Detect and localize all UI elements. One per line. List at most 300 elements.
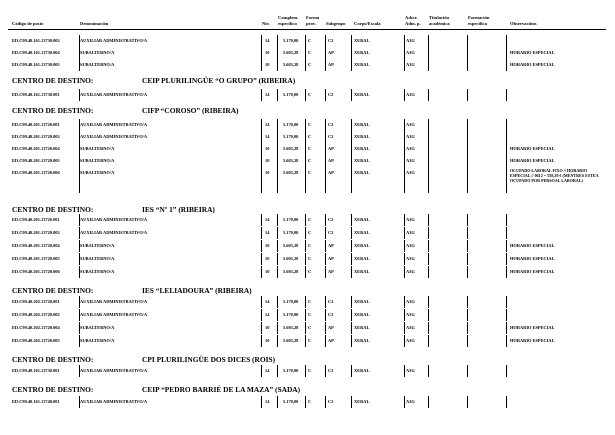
cell-corpo: XERAL — [354, 243, 370, 248]
cell-corpo: XERAL — [354, 122, 370, 127]
cell-comp: 5.603,28 — [283, 146, 299, 151]
centre-name: IES “Nº 1” (RIBEIRA) — [142, 205, 215, 214]
cell-niv: 14 — [265, 312, 270, 317]
column-divider — [428, 47, 429, 59]
column-divider — [277, 143, 278, 155]
column-divider — [277, 119, 278, 131]
column-divider — [325, 322, 326, 334]
cell-denom: SUBALTERNO/A — [80, 146, 115, 151]
cell-corpo: XERAL — [354, 217, 370, 222]
header-observacions: Observacións — [510, 21, 537, 26]
cell-niv: 10 — [265, 62, 270, 67]
cell-forma: C — [308, 62, 312, 67]
column-divider — [404, 227, 405, 239]
table-row — [0, 240, 615, 252]
cell-sub: C2 — [328, 92, 334, 97]
cell-code: ED.C99.40.161.13730.004 — [12, 50, 60, 55]
cell-denom: SUBALTERNO/A — [80, 50, 115, 55]
column-divider — [305, 155, 306, 167]
table-row — [0, 214, 615, 226]
column-divider — [404, 89, 405, 101]
cell-code: ED.C99.40.201.13720.006 — [12, 269, 60, 274]
cell-adscr: A3G — [406, 368, 415, 373]
cell-denom: AUXILIAR ADMINISTRATIVO/A — [80, 134, 148, 139]
cell-denom: SUBALTERNO/A — [80, 338, 115, 343]
cell-denom: AUXILIAR ADMINISTRATIVO/A — [80, 299, 148, 304]
cell-corpo: XERAL — [354, 62, 370, 67]
cell-niv: 14 — [265, 299, 270, 304]
column-divider — [404, 47, 405, 59]
cell-adscr: A3G — [406, 146, 415, 151]
header-titulacion: Titulación — [429, 15, 450, 20]
column-divider — [467, 155, 468, 167]
cell-obs: HORARIO ESPECIAL — [510, 62, 555, 67]
cell-niv: 14 — [265, 134, 270, 139]
cell-niv: 10 — [265, 269, 270, 274]
column-divider — [261, 396, 262, 408]
cell-comp: 5.170,00 — [283, 122, 299, 127]
cell-corpo: XERAL — [354, 170, 370, 175]
column-divider — [325, 309, 326, 321]
cell-comp: 5.170,00 — [283, 312, 299, 317]
header-academica: académica — [429, 21, 450, 26]
cell-obs: HORARIO ESPECIAL — [510, 146, 555, 151]
cell-sub: C2 — [328, 38, 334, 43]
column-divider — [305, 365, 306, 377]
cell-comp: 5.603,28 — [283, 158, 299, 163]
column-divider — [506, 227, 507, 239]
column-divider — [428, 155, 429, 167]
column-divider — [305, 131, 306, 143]
cell-comp: 5.170,00 — [283, 299, 299, 304]
column-divider — [261, 167, 262, 193]
column-divider — [261, 131, 262, 143]
column-divider — [351, 365, 352, 377]
column-divider — [467, 296, 468, 308]
column-divider — [277, 309, 278, 321]
table-row — [0, 322, 615, 334]
column-divider — [428, 322, 429, 334]
cell-adscr: A3G — [406, 38, 415, 43]
cell-adscr: A3G — [406, 62, 415, 67]
column-divider — [428, 89, 429, 101]
column-divider — [428, 240, 429, 252]
cell-code: ED.C99.40.201.13720.002 — [12, 134, 60, 139]
column-divider — [305, 35, 306, 47]
column-divider — [305, 309, 306, 321]
column-divider — [467, 309, 468, 321]
column-divider — [325, 167, 326, 193]
cell-corpo: XERAL — [354, 269, 370, 274]
cell-denom: AUXILIAR ADMINISTRATIVO/A — [80, 122, 148, 127]
cell-code: ED.C99.40.161.13730.001 — [12, 368, 60, 373]
column-divider — [467, 143, 468, 155]
column-divider — [351, 335, 352, 347]
cell-adscr: A3G — [406, 299, 415, 304]
cell-sub: C2 — [328, 368, 334, 373]
column-divider — [261, 35, 262, 47]
cell-corpo: XERAL — [354, 50, 370, 55]
cell-sub: AP — [328, 256, 334, 261]
column-divider — [351, 119, 352, 131]
header-especifico: específico — [278, 21, 297, 26]
cell-sub: AP — [328, 243, 334, 248]
column-divider — [351, 167, 352, 193]
cell-code: ED.C99.40.201.13720.005 — [12, 158, 60, 163]
cell-adscr: A3G — [406, 256, 415, 261]
column-divider — [261, 322, 262, 334]
column-divider — [506, 214, 507, 226]
table-row — [0, 227, 615, 239]
cell-comp: 5.170,00 — [283, 92, 299, 97]
cell-forma: C — [308, 217, 312, 222]
cell-comp: 5.603,28 — [283, 338, 299, 343]
column-divider — [428, 309, 429, 321]
cell-comp: 5.603,28 — [283, 62, 299, 67]
column-divider — [467, 89, 468, 101]
column-divider — [428, 396, 429, 408]
column-divider — [261, 89, 262, 101]
cell-niv: 14 — [265, 122, 270, 127]
cell-obs: OCUPADO LABORAL FIXO // HORARIO ESPECIAL // 0612 = 558,29 € (MENTRES ESTEA OCUPADO POR PERSOAL LABORAL) — [510, 168, 599, 183]
column-divider — [277, 35, 278, 47]
column-divider — [404, 155, 405, 167]
cell-denom: AUXILIAR ADMINISTRATIVO/A — [80, 217, 148, 222]
column-divider — [277, 47, 278, 59]
cell-forma: C — [308, 170, 312, 175]
cell-sub: AP — [328, 170, 334, 175]
cell-corpo: XERAL — [354, 299, 370, 304]
column-divider — [305, 59, 306, 71]
cell-code: ED.C99.40.201.13720.006 — [12, 170, 60, 175]
column-divider — [277, 155, 278, 167]
column-divider — [261, 309, 262, 321]
header-formacion: Formación — [468, 15, 490, 20]
cell-adscr: A3G — [406, 92, 415, 97]
cell-comp: 5.170,00 — [283, 399, 299, 404]
column-divider — [404, 119, 405, 131]
cell-adscr: A3G — [406, 217, 415, 222]
cell-forma: C — [308, 134, 312, 139]
cell-corpo: XERAL — [354, 368, 370, 373]
column-divider — [404, 396, 405, 408]
header-codigo: Código de posto — [12, 21, 44, 26]
column-divider — [305, 396, 306, 408]
column-divider — [467, 131, 468, 143]
cell-niv: 10 — [265, 325, 270, 330]
column-divider — [506, 253, 507, 265]
column-divider — [506, 155, 507, 167]
centre-label: CENTRO DE DESTINO: — [12, 106, 94, 115]
column-divider — [351, 253, 352, 265]
cell-sub: C2 — [328, 399, 334, 404]
column-divider — [305, 322, 306, 334]
column-divider — [467, 240, 468, 252]
header-prov: prov. — [306, 21, 316, 26]
column-divider — [506, 47, 507, 59]
header-rule — [8, 29, 606, 30]
column-divider — [325, 335, 326, 347]
cell-denom: SUBALTERNO/A — [80, 325, 115, 330]
column-divider — [351, 143, 352, 155]
table-row — [0, 309, 615, 321]
column-divider — [467, 47, 468, 59]
header-especifica: específica — [468, 21, 487, 26]
column-divider — [428, 143, 429, 155]
cell-forma: C — [308, 256, 312, 261]
cell-denom: AUXILIAR ADMINISTRATIVO/A — [80, 230, 148, 235]
column-divider — [428, 167, 429, 193]
column-divider — [506, 167, 507, 193]
column-divider — [277, 59, 278, 71]
cell-forma: C — [308, 312, 312, 317]
centre-name: CEIP PLURILINGÜE “O GRUPO” (RIBEIRA) — [142, 76, 296, 85]
cell-obs: HORARIO ESPECIAL — [510, 158, 555, 163]
centre-label: CENTRO DE DESTINO: — [12, 355, 94, 364]
column-divider — [428, 214, 429, 226]
column-divider — [277, 396, 278, 408]
cell-corpo: XERAL — [354, 230, 370, 235]
centre-label: CENTRO DE DESTINO: — [12, 76, 94, 85]
centre-name: CPI PLURILINGÜE DOS DICES (ROIS) — [142, 355, 276, 364]
cell-niv: 10 — [265, 158, 270, 163]
cell-comp: 5.603,28 — [283, 170, 299, 175]
column-divider — [404, 322, 405, 334]
column-divider — [404, 167, 405, 193]
column-divider — [325, 240, 326, 252]
column-divider — [277, 167, 278, 193]
cell-denom: SUBALTERNO/A — [80, 170, 115, 175]
column-divider — [506, 309, 507, 321]
header-forma: Forma — [306, 15, 320, 20]
cell-code: ED.C99.40.202.13720.001 — [12, 299, 60, 304]
cell-niv: 10 — [265, 50, 270, 55]
column-divider — [277, 296, 278, 308]
cell-niv: 14 — [265, 217, 270, 222]
cell-corpo: XERAL — [354, 325, 370, 330]
column-divider — [506, 322, 507, 334]
centre-label: CENTRO DE DESTINO: — [12, 205, 94, 214]
cell-forma: C — [308, 230, 312, 235]
cell-forma: C — [308, 368, 312, 373]
cell-comp: 5.170,00 — [283, 230, 299, 235]
cell-comp: 5.603,28 — [283, 256, 299, 261]
column-divider — [467, 335, 468, 347]
table-row — [0, 396, 615, 408]
column-divider — [261, 59, 262, 71]
cell-niv: 14 — [265, 38, 270, 43]
column-divider — [428, 59, 429, 71]
cell-forma: C — [308, 92, 312, 97]
column-divider — [404, 253, 405, 265]
header-denominacion: Denominación — [80, 21, 109, 26]
cell-code: ED.C99.40.161.13730.005 — [12, 62, 60, 67]
column-divider — [305, 240, 306, 252]
column-divider — [325, 155, 326, 167]
cell-denom: AUXILIAR ADMINISTRATIVO/A — [80, 38, 148, 43]
cell-denom: AUXILIAR ADMINISTRATIVO/A — [80, 312, 148, 317]
column-divider — [467, 167, 468, 193]
column-divider — [428, 335, 429, 347]
cell-sub: C2 — [328, 217, 334, 222]
cell-niv: 10 — [265, 256, 270, 261]
cell-sub: C2 — [328, 230, 334, 235]
cell-code: ED.C99.40.201.13720.005 — [12, 256, 60, 261]
column-divider — [305, 167, 306, 193]
column-divider — [277, 322, 278, 334]
column-divider — [428, 119, 429, 131]
cell-niv: 10 — [265, 170, 270, 175]
centre-heading — [0, 352, 615, 366]
header-nivel: Niv. — [262, 21, 270, 26]
column-divider — [404, 35, 405, 47]
column-divider — [467, 35, 468, 47]
column-divider — [305, 266, 306, 278]
column-divider — [277, 365, 278, 377]
column-divider — [351, 59, 352, 71]
column-divider — [325, 227, 326, 239]
cell-obs: HORARIO ESPECIAL — [510, 338, 555, 343]
cell-adscr: A3G — [406, 325, 415, 330]
column-divider — [261, 240, 262, 252]
column-divider — [351, 47, 352, 59]
column-divider — [467, 365, 468, 377]
cell-comp: 5.170,00 — [283, 368, 299, 373]
cell-code: ED.C99.40.202.13720.004 — [12, 325, 60, 330]
cell-corpo: XERAL — [354, 338, 370, 343]
column-divider — [261, 253, 262, 265]
cell-sub: C2 — [328, 134, 334, 139]
table-row — [0, 59, 615, 71]
column-divider — [404, 335, 405, 347]
column-divider — [351, 266, 352, 278]
column-divider — [404, 131, 405, 143]
column-divider — [404, 240, 405, 252]
cell-sub: C2 — [328, 299, 334, 304]
cell-denom: AUXILIAR ADMINISTRATIVO/A — [80, 368, 148, 373]
column-divider — [404, 365, 405, 377]
column-divider — [261, 296, 262, 308]
cell-code: ED.C99.40.201.13720.004 — [12, 243, 60, 248]
centre-heading — [0, 382, 615, 396]
centre-heading — [0, 73, 615, 87]
cell-obs: HORARIO ESPECIAL — [510, 269, 555, 274]
column-divider — [261, 365, 262, 377]
cell-comp: 5.603,28 — [283, 325, 299, 330]
cell-adscr: A3G — [406, 230, 415, 235]
column-divider — [351, 214, 352, 226]
column-divider — [404, 143, 405, 155]
column-divider — [404, 59, 405, 71]
cell-forma: C — [308, 158, 312, 163]
cell-obs: HORARIO ESPECIAL — [510, 256, 555, 261]
column-divider — [261, 335, 262, 347]
column-divider — [404, 266, 405, 278]
header-adscr: Adscr. — [405, 15, 418, 20]
cell-comp: 5.603,28 — [283, 269, 299, 274]
column-divider — [261, 266, 262, 278]
cell-comp: 5.603,28 — [283, 50, 299, 55]
column-divider — [351, 155, 352, 167]
cell-adscr: A3G — [406, 158, 415, 163]
column-divider — [325, 266, 326, 278]
cell-sub: AP — [328, 269, 334, 274]
column-divider — [506, 89, 507, 101]
column-divider — [277, 266, 278, 278]
column-divider — [428, 35, 429, 47]
column-divider — [325, 396, 326, 408]
cell-corpo: XERAL — [354, 399, 370, 404]
column-divider — [428, 253, 429, 265]
cell-obs: HORARIO ESPECIAL — [510, 243, 555, 248]
column-divider — [404, 296, 405, 308]
column-divider — [428, 227, 429, 239]
column-divider — [506, 59, 507, 71]
centre-name: CEIP “PEDRO BARRIÉ DE LA MAZA” (SADA) — [142, 385, 301, 394]
centre-label: CENTRO DE DESTINO: — [12, 286, 94, 295]
cell-forma: C — [308, 399, 312, 404]
cell-denom: SUBALTERNO/A — [80, 158, 115, 163]
cell-forma: C — [308, 50, 312, 55]
column-divider — [305, 253, 306, 265]
table-row — [0, 119, 615, 131]
cell-adscr: A3G — [406, 122, 415, 127]
cell-denom: AUXILIAR ADMINISTRATIVO/A — [80, 399, 148, 404]
column-divider — [305, 335, 306, 347]
cell-adscr: A3G — [406, 312, 415, 317]
column-divider — [325, 143, 326, 155]
header-complem: Complem. — [278, 15, 299, 20]
cell-niv: 10 — [265, 338, 270, 343]
cell-denom: SUBALTERNO/A — [80, 269, 115, 274]
cell-code: ED.C99.40.161.13740.001 — [12, 399, 60, 404]
column-divider — [351, 396, 352, 408]
column-divider — [467, 59, 468, 71]
cell-comp: 5.603,28 — [283, 243, 299, 248]
table-row — [0, 131, 615, 143]
column-divider — [277, 89, 278, 101]
column-divider — [325, 296, 326, 308]
cell-corpo: XERAL — [354, 146, 370, 151]
column-divider — [277, 335, 278, 347]
column-divider — [506, 131, 507, 143]
column-divider — [305, 296, 306, 308]
column-divider — [467, 253, 468, 265]
column-divider — [467, 322, 468, 334]
cell-forma: C — [308, 299, 312, 304]
cell-sub: C2 — [328, 312, 334, 317]
column-divider — [428, 131, 429, 143]
cell-forma: C — [308, 325, 312, 330]
column-divider — [325, 365, 326, 377]
column-divider — [506, 335, 507, 347]
cell-sub: C2 — [328, 122, 334, 127]
cell-forma: C — [308, 338, 312, 343]
column-divider — [351, 309, 352, 321]
column-divider — [261, 119, 262, 131]
column-divider — [428, 296, 429, 308]
cell-niv: 10 — [265, 146, 270, 151]
column-divider — [351, 35, 352, 47]
column-divider — [277, 253, 278, 265]
column-divider — [506, 240, 507, 252]
column-divider — [305, 47, 306, 59]
column-divider — [305, 143, 306, 155]
column-divider — [467, 227, 468, 239]
cell-adscr: A3G — [406, 269, 415, 274]
centre-label: CENTRO DE DESTINO: — [12, 385, 94, 394]
column-divider — [325, 131, 326, 143]
